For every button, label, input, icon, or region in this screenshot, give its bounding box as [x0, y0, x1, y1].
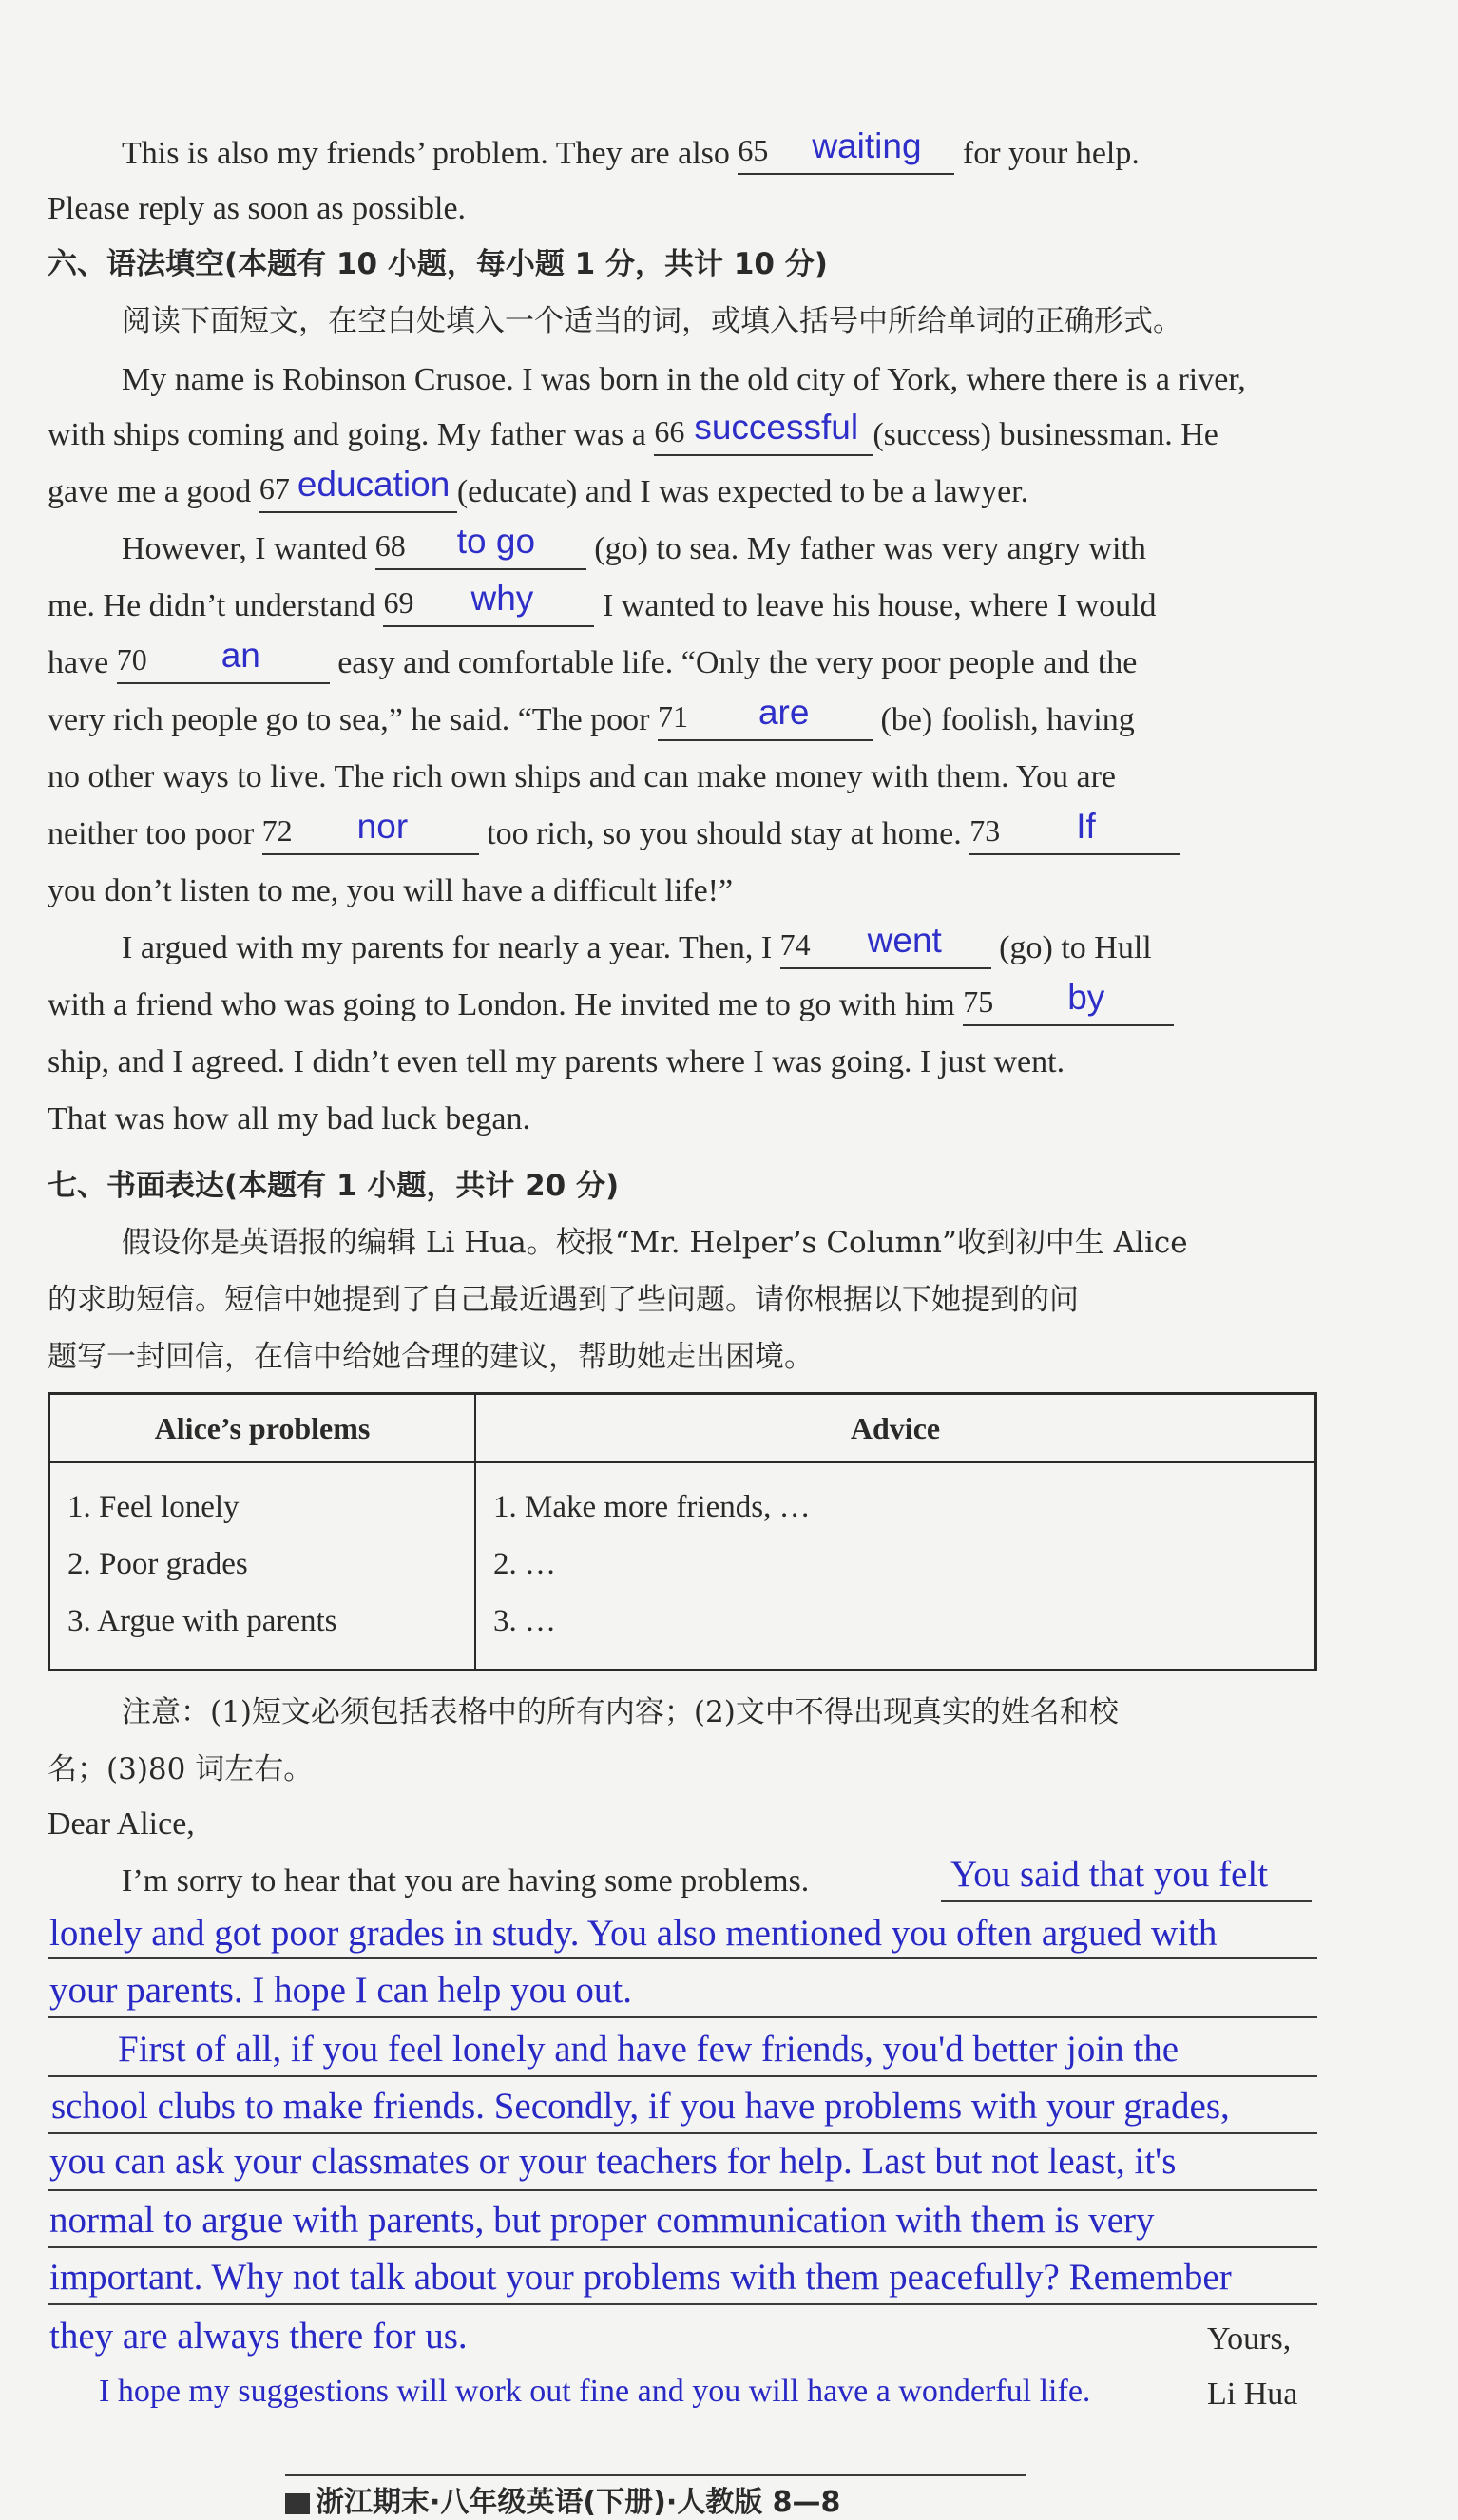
blank-66[interactable]: 66 successful — [654, 418, 873, 456]
blank-72[interactable]: 72 nor — [262, 817, 479, 855]
handwritten-answer-line: I hope my suggestions will work out fine and you will have a wonderful life. — [99, 2374, 1091, 2409]
footer-rule — [285, 2474, 1026, 2476]
passage-line: no other ways to live. The rich own ships and can make money with them. You are — [48, 759, 1116, 794]
blank-68[interactable]: 68 to go — [375, 532, 586, 570]
handwritten-answer-line: school clubs to make friends. Secondly, if you have problems with your grades, — [51, 2086, 1230, 2127]
answer-68: to go — [456, 522, 536, 561]
advice-item: 3. … — [493, 1604, 556, 1638]
section7-prompt-line: 假设你是英语报的编辑 Li Hua。校报“Mr. Helper’s Column”收到初中生 Alice — [122, 1226, 1188, 1260]
answer-73: If — [1076, 807, 1096, 846]
handwritten-answer-line: normal to argue with parents, but proper communication with them is very — [49, 2200, 1155, 2241]
section6-instruction: 阅读下面短文，在空白处填入一个适当的词，或填入括号中所给单词的正确形式。 — [122, 304, 1182, 338]
writing-rule — [941, 1900, 1312, 1902]
answer-74: went — [867, 921, 942, 960]
passage-line: That was how all my bad luck began. — [48, 1101, 530, 1136]
answer-75: by — [1067, 978, 1105, 1017]
passage-line: you don’t listen to me, you will have a difficult life!” — [48, 873, 734, 908]
handwritten-answer-line: You said that you felt — [950, 1854, 1269, 1895]
answer-66: successful — [694, 408, 859, 447]
problem-item: 2. Poor grades — [67, 1547, 248, 1581]
passage-line: My name is Robinson Crusoe. I was born in the old city of York, where there is a river, — [122, 362, 1246, 397]
writing-rule — [48, 1957, 1317, 1959]
note-line: 注意：(1)短文必须包括表格中的所有内容；(2)文中不得出现真实的姓名和校 — [122, 1695, 1119, 1729]
blank-73[interactable]: 73 If — [969, 817, 1180, 855]
passage-line: with a friend who was going to London. He invited me to go with him 75 by — [48, 984, 1174, 1026]
note-line: 名；(3)80 词左右。 — [48, 1752, 314, 1786]
handwritten-answer-line: your parents. I hope I can help you out. — [49, 1970, 632, 2011]
writing-rule — [48, 2016, 1317, 2018]
section6-heading: 六、语法填空(本题有 10 小题，每小题 1 分，共计 10 分) — [48, 247, 828, 281]
advice-item: 1. Make more friends, … — [493, 1490, 811, 1524]
answer-67: education — [297, 465, 451, 504]
writing-rule — [48, 2132, 1317, 2134]
letter-continuation-line: This is also my friends’ problem. They are also 65 waiting for your help. — [122, 133, 1140, 175]
passage-line: neither too poor 72 nor too rich, so you should stay at home. 73 If — [48, 813, 1180, 855]
handwritten-answer-line: First of all, if you feel lonely and have few friends, you'd better join the — [118, 2029, 1180, 2070]
problems-cell — [49, 1462, 476, 1670]
passage-line: me. He didn’t understand 69 why I wanted to leave his house, where I would — [48, 585, 1157, 627]
page-footer: 浙江期末·八年级英语(下册)·人教版 8—8 — [285, 2478, 840, 2520]
section7-prompt-line: 题写一封回信，在信中给她合理的建议，帮助她走出困境。 — [48, 1340, 814, 1374]
advice-cell — [475, 1462, 1316, 1670]
letter-salutation: Dear Alice, — [48, 1806, 195, 1842]
problem-item: 3. Argue with parents — [67, 1604, 337, 1638]
answer-70: an — [221, 636, 260, 675]
blank-74[interactable]: 74 went — [780, 931, 991, 969]
section7-prompt-line: 的求助短信。短信中她提到了自己最近遇到了些问题。请你根据以下她提到的问 — [48, 1283, 1079, 1317]
col-header-problems: Alice’s problems — [49, 1394, 476, 1463]
answer-65: waiting — [812, 126, 922, 165]
footer-logo-icon — [285, 2493, 310, 2514]
section7-heading: 七、书面表达(本题有 1 小题，共计 20 分) — [48, 1169, 620, 1203]
blank-71[interactable]: 71 are — [658, 703, 873, 741]
letter-closing: Yours, — [1207, 2321, 1292, 2357]
passage-line: very rich people go to sea,” he said. “The poor 71 are (be) foolish, having — [48, 699, 1135, 741]
writing-rule — [48, 2075, 1317, 2077]
writing-rule — [48, 2303, 1317, 2305]
letter-closing-line: Please reply as soon as possible. — [48, 191, 467, 226]
passage-line: I argued with my parents for nearly a year. Then, I 74 went (go) to Hull — [122, 927, 1152, 969]
col-header-advice: Advice — [475, 1394, 1316, 1463]
writing-rule — [48, 2246, 1317, 2248]
blank-75[interactable]: 75 by — [963, 988, 1174, 1026]
answer-69: why — [470, 579, 534, 618]
problem-item: 1. Feel lonely — [67, 1490, 240, 1524]
letter-opening: I’m sorry to hear that you are having some problems. — [122, 1863, 810, 1899]
passage-line: with ships coming and going. My father was a 66 successful (success) businessman. He — [48, 414, 1218, 456]
blank-67[interactable]: 67 education — [259, 475, 457, 513]
answer-71: are — [758, 693, 810, 732]
passage-line: However, I wanted 68 to go (go) to sea. My father was very angry with — [122, 528, 1146, 570]
advice-item: 2. … — [493, 1547, 556, 1581]
handwritten-answer-line: important. Why not talk about your problems with them peacefully? Remember — [49, 2257, 1232, 2298]
blank-65[interactable]: 65 waiting — [738, 137, 954, 175]
handwritten-answer-line: lonely and got poor grades in study. You also mentioned you often argued with — [49, 1913, 1218, 1954]
answer-72: nor — [356, 807, 409, 846]
blank-70[interactable]: 70 an — [117, 646, 330, 684]
passage-line: gave me a good 67 education (educate) and I was expected to be a lawyer. — [48, 471, 1028, 513]
writing-rule — [48, 2189, 1317, 2191]
passage-line: have 70 an easy and comfortable life. “Only the very poor people and the — [48, 642, 1137, 684]
blank-69[interactable]: 69 why — [383, 589, 594, 627]
passage-line: ship, and I agreed. I didn’t even tell my parents where I was going. I just went. — [48, 1044, 1065, 1079]
handwritten-answer-line: you can ask your classmates or your teachers for help. Last but not least, it's — [49, 2141, 1177, 2182]
problems-advice-table — [48, 1392, 1317, 1671]
letter-signature: Li Hua — [1207, 2377, 1298, 2412]
handwritten-answer-line: they are always there for us. — [49, 2316, 468, 2357]
